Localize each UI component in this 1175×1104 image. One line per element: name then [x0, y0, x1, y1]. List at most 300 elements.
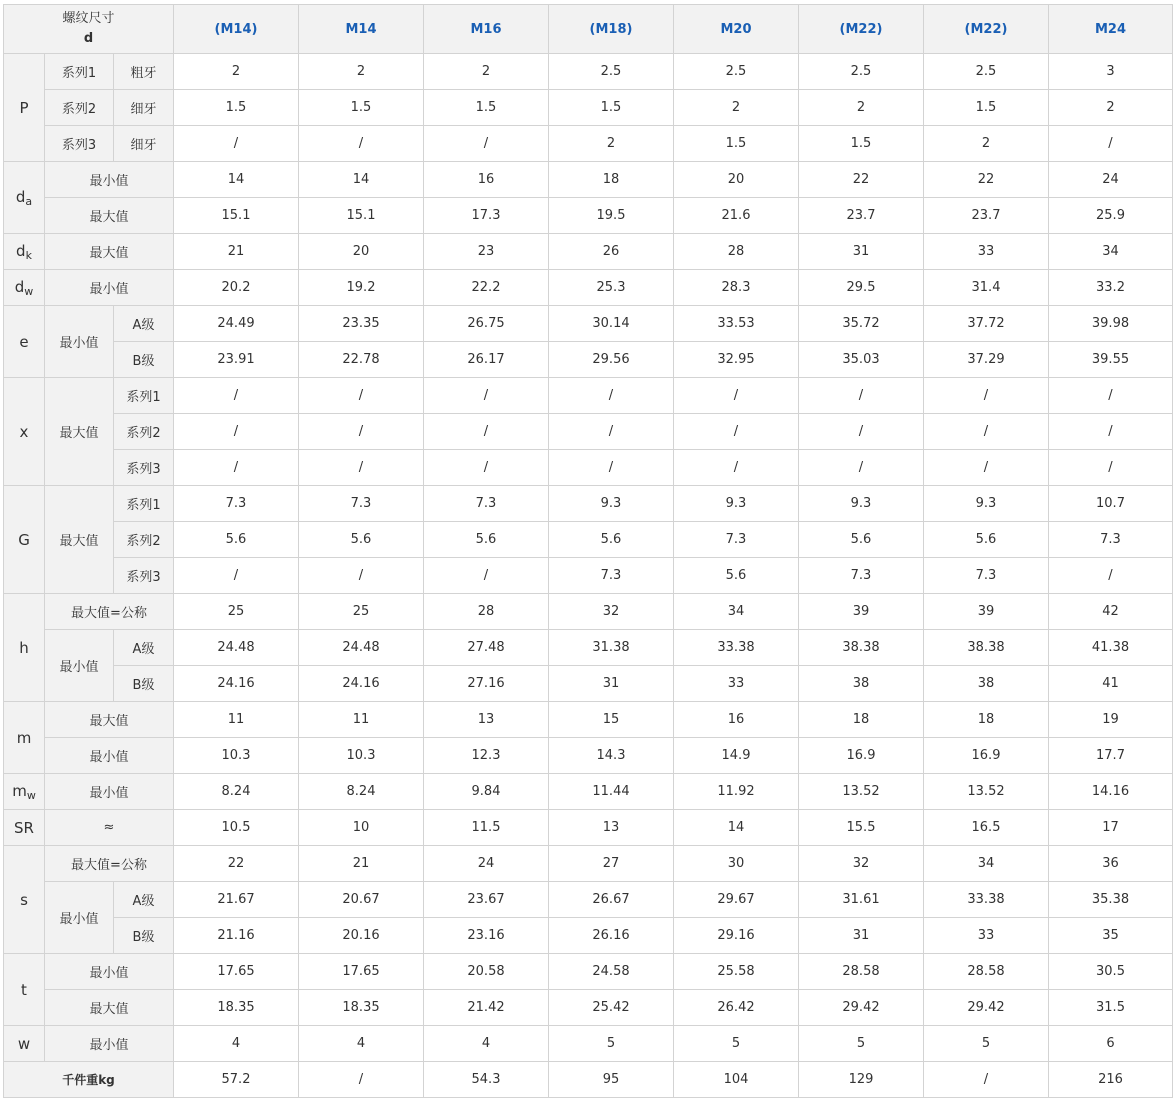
table-cell: 21.67: [174, 882, 299, 918]
row-label: 最大值: [45, 378, 114, 486]
table-cell: 1.5: [174, 90, 299, 126]
table-cell: 35: [1049, 918, 1173, 954]
table-cell: 10.3: [299, 738, 424, 774]
table-cell: 20.58: [424, 954, 549, 990]
table-cell: 23.7: [924, 198, 1049, 234]
table-cell: 26.17: [424, 342, 549, 378]
row-sublabel: 系列2: [114, 414, 174, 450]
table-cell: 22: [174, 846, 299, 882]
table-cell: /: [174, 414, 299, 450]
row-sublabel: B级: [114, 918, 174, 954]
table-cell: 17.7: [1049, 738, 1173, 774]
table-cell: 95: [549, 1062, 674, 1098]
table-row: [4, 198, 1173, 234]
table-cell: 2: [549, 126, 674, 162]
table-cell: 1.5: [549, 90, 674, 126]
spec-table-container: [3, 4, 1173, 1098]
table-cell: 2.5: [799, 54, 924, 90]
table-cell: 25.58: [674, 954, 799, 990]
table-cell: 5.6: [924, 522, 1049, 558]
table-cell: 32: [799, 846, 924, 882]
table-cell: 18.35: [299, 990, 424, 1026]
table-cell: 31: [799, 234, 924, 270]
table-cell: 11.92: [674, 774, 799, 810]
table-cell: 1.5: [924, 90, 1049, 126]
table-cell: 24.16: [299, 666, 424, 702]
table-cell: 16: [674, 702, 799, 738]
table-row: [4, 918, 1173, 954]
table-cell: /: [674, 414, 799, 450]
table-cell: 20.67: [299, 882, 424, 918]
table-cell: 8.24: [174, 774, 299, 810]
table-cell: 2: [174, 54, 299, 90]
table-cell: 2: [799, 90, 924, 126]
table-row: [4, 702, 1173, 738]
table-cell: 26.16: [549, 918, 674, 954]
table-cell: /: [799, 378, 924, 414]
table-cell: 14: [299, 162, 424, 198]
table-cell: 7.3: [549, 558, 674, 594]
table-cell: 24: [424, 846, 549, 882]
table-cell: 23.67: [424, 882, 549, 918]
table-cell: 37.29: [924, 342, 1049, 378]
table-cell: 39.98: [1049, 306, 1173, 342]
table-cell: 24: [1049, 162, 1173, 198]
row-label: 最大值: [45, 990, 174, 1026]
table-cell: 16.9: [799, 738, 924, 774]
table-cell: 38.38: [799, 630, 924, 666]
table-cell: 26.67: [549, 882, 674, 918]
table-row: [4, 558, 1173, 594]
table-cell: /: [174, 126, 299, 162]
table-cell: 30.5: [1049, 954, 1173, 990]
table-cell: 1.5: [424, 90, 549, 126]
table-row: [4, 810, 1173, 846]
table-cell: 28.58: [924, 954, 1049, 990]
table-cell: 26.42: [674, 990, 799, 1026]
row-sublabel: 细牙: [114, 126, 174, 162]
table-cell: 19.5: [549, 198, 674, 234]
table-cell: 5: [924, 1026, 1049, 1062]
table-cell: 11: [174, 702, 299, 738]
table-row: [4, 594, 1173, 630]
table-cell: 29.56: [549, 342, 674, 378]
table-cell: 34: [674, 594, 799, 630]
table-cell: /: [299, 450, 424, 486]
column-header: (M22): [799, 5, 924, 54]
table-cell: /: [1049, 126, 1173, 162]
table-cell: 29.42: [924, 990, 1049, 1026]
row-sublabel: 系列1: [114, 486, 174, 522]
table-cell: 2.5: [549, 54, 674, 90]
table-cell: 7.3: [674, 522, 799, 558]
table-cell: 29.42: [799, 990, 924, 1026]
table-cell: /: [424, 558, 549, 594]
table-cell: 35.72: [799, 306, 924, 342]
table-cell: /: [924, 450, 1049, 486]
table-cell: 21.6: [674, 198, 799, 234]
table-row: [4, 630, 1173, 666]
table-cell: 19.2: [299, 270, 424, 306]
table-cell: 33: [674, 666, 799, 702]
header-row: [4, 5, 1173, 54]
table-cell: 7.3: [424, 486, 549, 522]
table-cell: 11.44: [549, 774, 674, 810]
table-cell: 19: [1049, 702, 1173, 738]
row-label: 最小值: [45, 270, 174, 306]
table-row: [4, 882, 1173, 918]
table-cell: 41: [1049, 666, 1173, 702]
table-cell: 25.3: [549, 270, 674, 306]
row-label: ≈: [45, 810, 174, 846]
table-row: [4, 774, 1173, 810]
table-cell: 2: [924, 126, 1049, 162]
table-cell: 24.16: [174, 666, 299, 702]
table-cell: 24.58: [549, 954, 674, 990]
table-row: [4, 342, 1173, 378]
table-cell: 29.5: [799, 270, 924, 306]
table-cell: 22: [799, 162, 924, 198]
row-label: 最大值: [45, 702, 174, 738]
row-sublabel: B级: [114, 666, 174, 702]
table-cell: /: [674, 378, 799, 414]
table-cell: 32: [549, 594, 674, 630]
table-cell: 18.35: [174, 990, 299, 1026]
table-cell: 39: [799, 594, 924, 630]
table-cell: 5.6: [174, 522, 299, 558]
row-label: 最小值: [45, 1026, 174, 1062]
row-label: 最大值=公称: [45, 846, 174, 882]
row-sublabel: 细牙: [114, 90, 174, 126]
table-cell: 16.5: [924, 810, 1049, 846]
table-cell: 20.16: [299, 918, 424, 954]
row-sublabel: 系列1: [114, 378, 174, 414]
table-cell: 18: [799, 702, 924, 738]
table-cell: 23.7: [799, 198, 924, 234]
table-cell: 22: [924, 162, 1049, 198]
table-row: [4, 450, 1173, 486]
row-label: 系列1: [45, 54, 114, 90]
table-cell: /: [549, 450, 674, 486]
table-cell: 28.3: [674, 270, 799, 306]
table-cell: 13: [549, 810, 674, 846]
table-cell: 5.6: [799, 522, 924, 558]
table-cell: /: [924, 414, 1049, 450]
table-cell: 7.3: [1049, 522, 1173, 558]
table-cell: /: [424, 450, 549, 486]
table-cell: 32.95: [674, 342, 799, 378]
table-cell: 12.3: [424, 738, 549, 774]
table-cell: 24.48: [299, 630, 424, 666]
table-cell: 14.9: [674, 738, 799, 774]
row-label: 最小值: [45, 630, 114, 702]
table-cell: 16.9: [924, 738, 1049, 774]
table-cell: 24.48: [174, 630, 299, 666]
table-cell: 36: [1049, 846, 1173, 882]
table-cell: 2.5: [924, 54, 1049, 90]
table-cell: 9.84: [424, 774, 549, 810]
table-row: [4, 414, 1173, 450]
row-sublabel: 系列2: [114, 522, 174, 558]
table-cell: /: [174, 558, 299, 594]
table-cell: 33.53: [674, 306, 799, 342]
table-cell: /: [924, 1062, 1049, 1098]
thread-size-label: 螺纹尺寸: [62, 11, 115, 26]
column-header: M20: [674, 5, 799, 54]
table-cell: 7.3: [924, 558, 1049, 594]
table-cell: 42: [1049, 594, 1173, 630]
table-cell: /: [424, 126, 549, 162]
param-symbol-dk: $d_k$: [4, 234, 45, 270]
table-cell: /: [549, 378, 674, 414]
row-sublabel: A级: [114, 882, 174, 918]
table-row: [4, 1026, 1173, 1062]
table-cell: 39: [924, 594, 1049, 630]
nut-dimension-table: [3, 4, 1173, 1098]
table-cell: 18: [924, 702, 1049, 738]
table-cell: 33.38: [674, 630, 799, 666]
row-label: 最大值: [45, 234, 174, 270]
table-cell: 129: [799, 1062, 924, 1098]
table-row: [4, 162, 1173, 198]
table-cell: /: [299, 414, 424, 450]
table-cell: 9.3: [674, 486, 799, 522]
row-sublabel: B级: [114, 342, 174, 378]
param-symbol-da: $d_a$: [4, 162, 45, 234]
table-cell: 15.1: [299, 198, 424, 234]
row-label: 最小值: [45, 162, 174, 198]
table-cell: 22.78: [299, 342, 424, 378]
table-cell: 21.16: [174, 918, 299, 954]
table-cell: /: [799, 450, 924, 486]
table-cell: 15.1: [174, 198, 299, 234]
table-cell: 28: [674, 234, 799, 270]
table-cell: 25: [174, 594, 299, 630]
table-cell: 10: [299, 810, 424, 846]
table-cell: 9.3: [799, 486, 924, 522]
table-cell: 25: [299, 594, 424, 630]
table-cell: 3: [1049, 54, 1173, 90]
table-cell: 35.38: [1049, 882, 1173, 918]
weight-label: 千件重kg: [4, 1062, 174, 1098]
column-header: (M14): [174, 5, 299, 54]
table-cell: 11: [299, 702, 424, 738]
table-cell: 5: [674, 1026, 799, 1062]
table-cell: 8.24: [299, 774, 424, 810]
table-cell: 17.3: [424, 198, 549, 234]
table-cell: 4: [174, 1026, 299, 1062]
table-cell: 11.5: [424, 810, 549, 846]
table-cell: 33: [924, 918, 1049, 954]
table-cell: 13: [424, 702, 549, 738]
column-header: M14: [299, 5, 424, 54]
table-cell: 1.5: [799, 126, 924, 162]
thread-size-symbol: d: [83, 31, 94, 46]
table-cell: 17.65: [174, 954, 299, 990]
table-cell: 9.3: [549, 486, 674, 522]
row-label: 最小值: [45, 774, 174, 810]
thread-size-header: [4, 5, 174, 54]
table-cell: 13.52: [799, 774, 924, 810]
param-symbol-w: w: [4, 1026, 45, 1062]
table-row: [4, 1062, 1173, 1098]
table-cell: 27: [549, 846, 674, 882]
table-cell: 4: [299, 1026, 424, 1062]
table-row: [4, 90, 1173, 126]
table-cell: 23.16: [424, 918, 549, 954]
row-label: 系列2: [45, 90, 114, 126]
param-symbol-p: P: [4, 54, 45, 162]
table-cell: 20.2: [174, 270, 299, 306]
table-cell: 2.5: [674, 54, 799, 90]
table-row: [4, 126, 1173, 162]
table-cell: 5.6: [424, 522, 549, 558]
table-cell: 38: [924, 666, 1049, 702]
table-cell: /: [924, 378, 1049, 414]
table-row: [4, 846, 1173, 882]
table-cell: 31.61: [799, 882, 924, 918]
row-sublabel: A级: [114, 630, 174, 666]
table-cell: /: [174, 378, 299, 414]
table-cell: 1.5: [674, 126, 799, 162]
row-label: 系列3: [45, 126, 114, 162]
table-cell: 34: [1049, 234, 1173, 270]
table-row: [4, 378, 1173, 414]
row-sublabel: 粗牙: [114, 54, 174, 90]
row-sublabel: 系列3: [114, 450, 174, 486]
table-row: [4, 486, 1173, 522]
table-cell: 6: [1049, 1026, 1173, 1062]
table-cell: 37.72: [924, 306, 1049, 342]
row-sublabel: A级: [114, 306, 174, 342]
table-cell: 15.5: [799, 810, 924, 846]
table-cell: 10.5: [174, 810, 299, 846]
table-cell: 2: [674, 90, 799, 126]
table-row: [4, 954, 1173, 990]
table-row: [4, 990, 1173, 1026]
row-label: 最大值: [45, 486, 114, 594]
table-cell: 7.3: [174, 486, 299, 522]
table-cell: 23.35: [299, 306, 424, 342]
table-cell: 16: [424, 162, 549, 198]
table-cell: 7.3: [799, 558, 924, 594]
table-cell: 39.55: [1049, 342, 1173, 378]
table-cell: /: [299, 378, 424, 414]
table-cell: 2: [1049, 90, 1173, 126]
param-symbol-dw: $d_w$: [4, 270, 45, 306]
table-row: [4, 234, 1173, 270]
table-cell: 38: [799, 666, 924, 702]
table-cell: 38.38: [924, 630, 1049, 666]
table-cell: /: [424, 414, 549, 450]
column-header: (M18): [549, 5, 674, 54]
table-cell: /: [549, 414, 674, 450]
table-cell: 57.2: [174, 1062, 299, 1098]
table-cell: 10.7: [1049, 486, 1173, 522]
table-cell: 20: [299, 234, 424, 270]
column-header: M24: [1049, 5, 1173, 54]
table-cell: 25.42: [549, 990, 674, 1026]
table-row: [4, 738, 1173, 774]
table-cell: 17.65: [299, 954, 424, 990]
table-cell: 5: [549, 1026, 674, 1062]
table-row: [4, 270, 1173, 306]
row-label: 最大值=公称: [45, 594, 174, 630]
table-cell: 104: [674, 1062, 799, 1098]
table-cell: 21: [174, 234, 299, 270]
table-cell: 27.48: [424, 630, 549, 666]
table-cell: 29.67: [674, 882, 799, 918]
table-cell: 31.38: [549, 630, 674, 666]
param-symbol-m: m: [4, 702, 45, 774]
table-cell: 2: [424, 54, 549, 90]
table-cell: /: [174, 450, 299, 486]
table-cell: 4: [424, 1026, 549, 1062]
table-cell: /: [1049, 414, 1173, 450]
table-cell: 5.6: [549, 522, 674, 558]
param-symbol-g: G: [4, 486, 45, 594]
table-cell: 33.38: [924, 882, 1049, 918]
table-row: [4, 54, 1173, 90]
table-cell: 14.16: [1049, 774, 1173, 810]
table-cell: 9.3: [924, 486, 1049, 522]
table-cell: 216: [1049, 1062, 1173, 1098]
table-cell: 28.58: [799, 954, 924, 990]
table-cell: 23: [424, 234, 549, 270]
table-cell: /: [1049, 378, 1173, 414]
table-cell: 1.5: [299, 90, 424, 126]
row-sublabel: 系列3: [114, 558, 174, 594]
table-cell: 31: [549, 666, 674, 702]
param-symbol-t: t: [4, 954, 45, 1026]
row-label: 最小值: [45, 306, 114, 378]
table-cell: 28: [424, 594, 549, 630]
table-cell: 5: [799, 1026, 924, 1062]
table-cell: /: [424, 378, 549, 414]
table-cell: 54.3: [424, 1062, 549, 1098]
table-cell: /: [1049, 450, 1173, 486]
table-cell: 14: [674, 810, 799, 846]
table-row: [4, 666, 1173, 702]
table-cell: 26.75: [424, 306, 549, 342]
table-cell: 29.16: [674, 918, 799, 954]
table-cell: 17: [1049, 810, 1173, 846]
table-cell: 34: [924, 846, 1049, 882]
table-cell: 5.6: [299, 522, 424, 558]
table-cell: 14.3: [549, 738, 674, 774]
table-cell: 7.3: [299, 486, 424, 522]
table-cell: /: [674, 450, 799, 486]
table-cell: 31.5: [1049, 990, 1173, 1026]
row-label: 最小值: [45, 954, 174, 990]
row-label: 最小值: [45, 738, 174, 774]
param-symbol-s: s: [4, 846, 45, 954]
column-header: (M22): [924, 5, 1049, 54]
table-row: [4, 522, 1173, 558]
column-header: M16: [424, 5, 549, 54]
table-cell: /: [299, 558, 424, 594]
param-symbol-e: e: [4, 306, 45, 378]
table-cell: 33: [924, 234, 1049, 270]
table-cell: 31: [799, 918, 924, 954]
table-cell: 15: [549, 702, 674, 738]
table-cell: 30.14: [549, 306, 674, 342]
table-cell: 21: [299, 846, 424, 882]
table-cell: 35.03: [799, 342, 924, 378]
table-cell: 33.2: [1049, 270, 1173, 306]
table-cell: 18: [549, 162, 674, 198]
table-cell: 2: [299, 54, 424, 90]
